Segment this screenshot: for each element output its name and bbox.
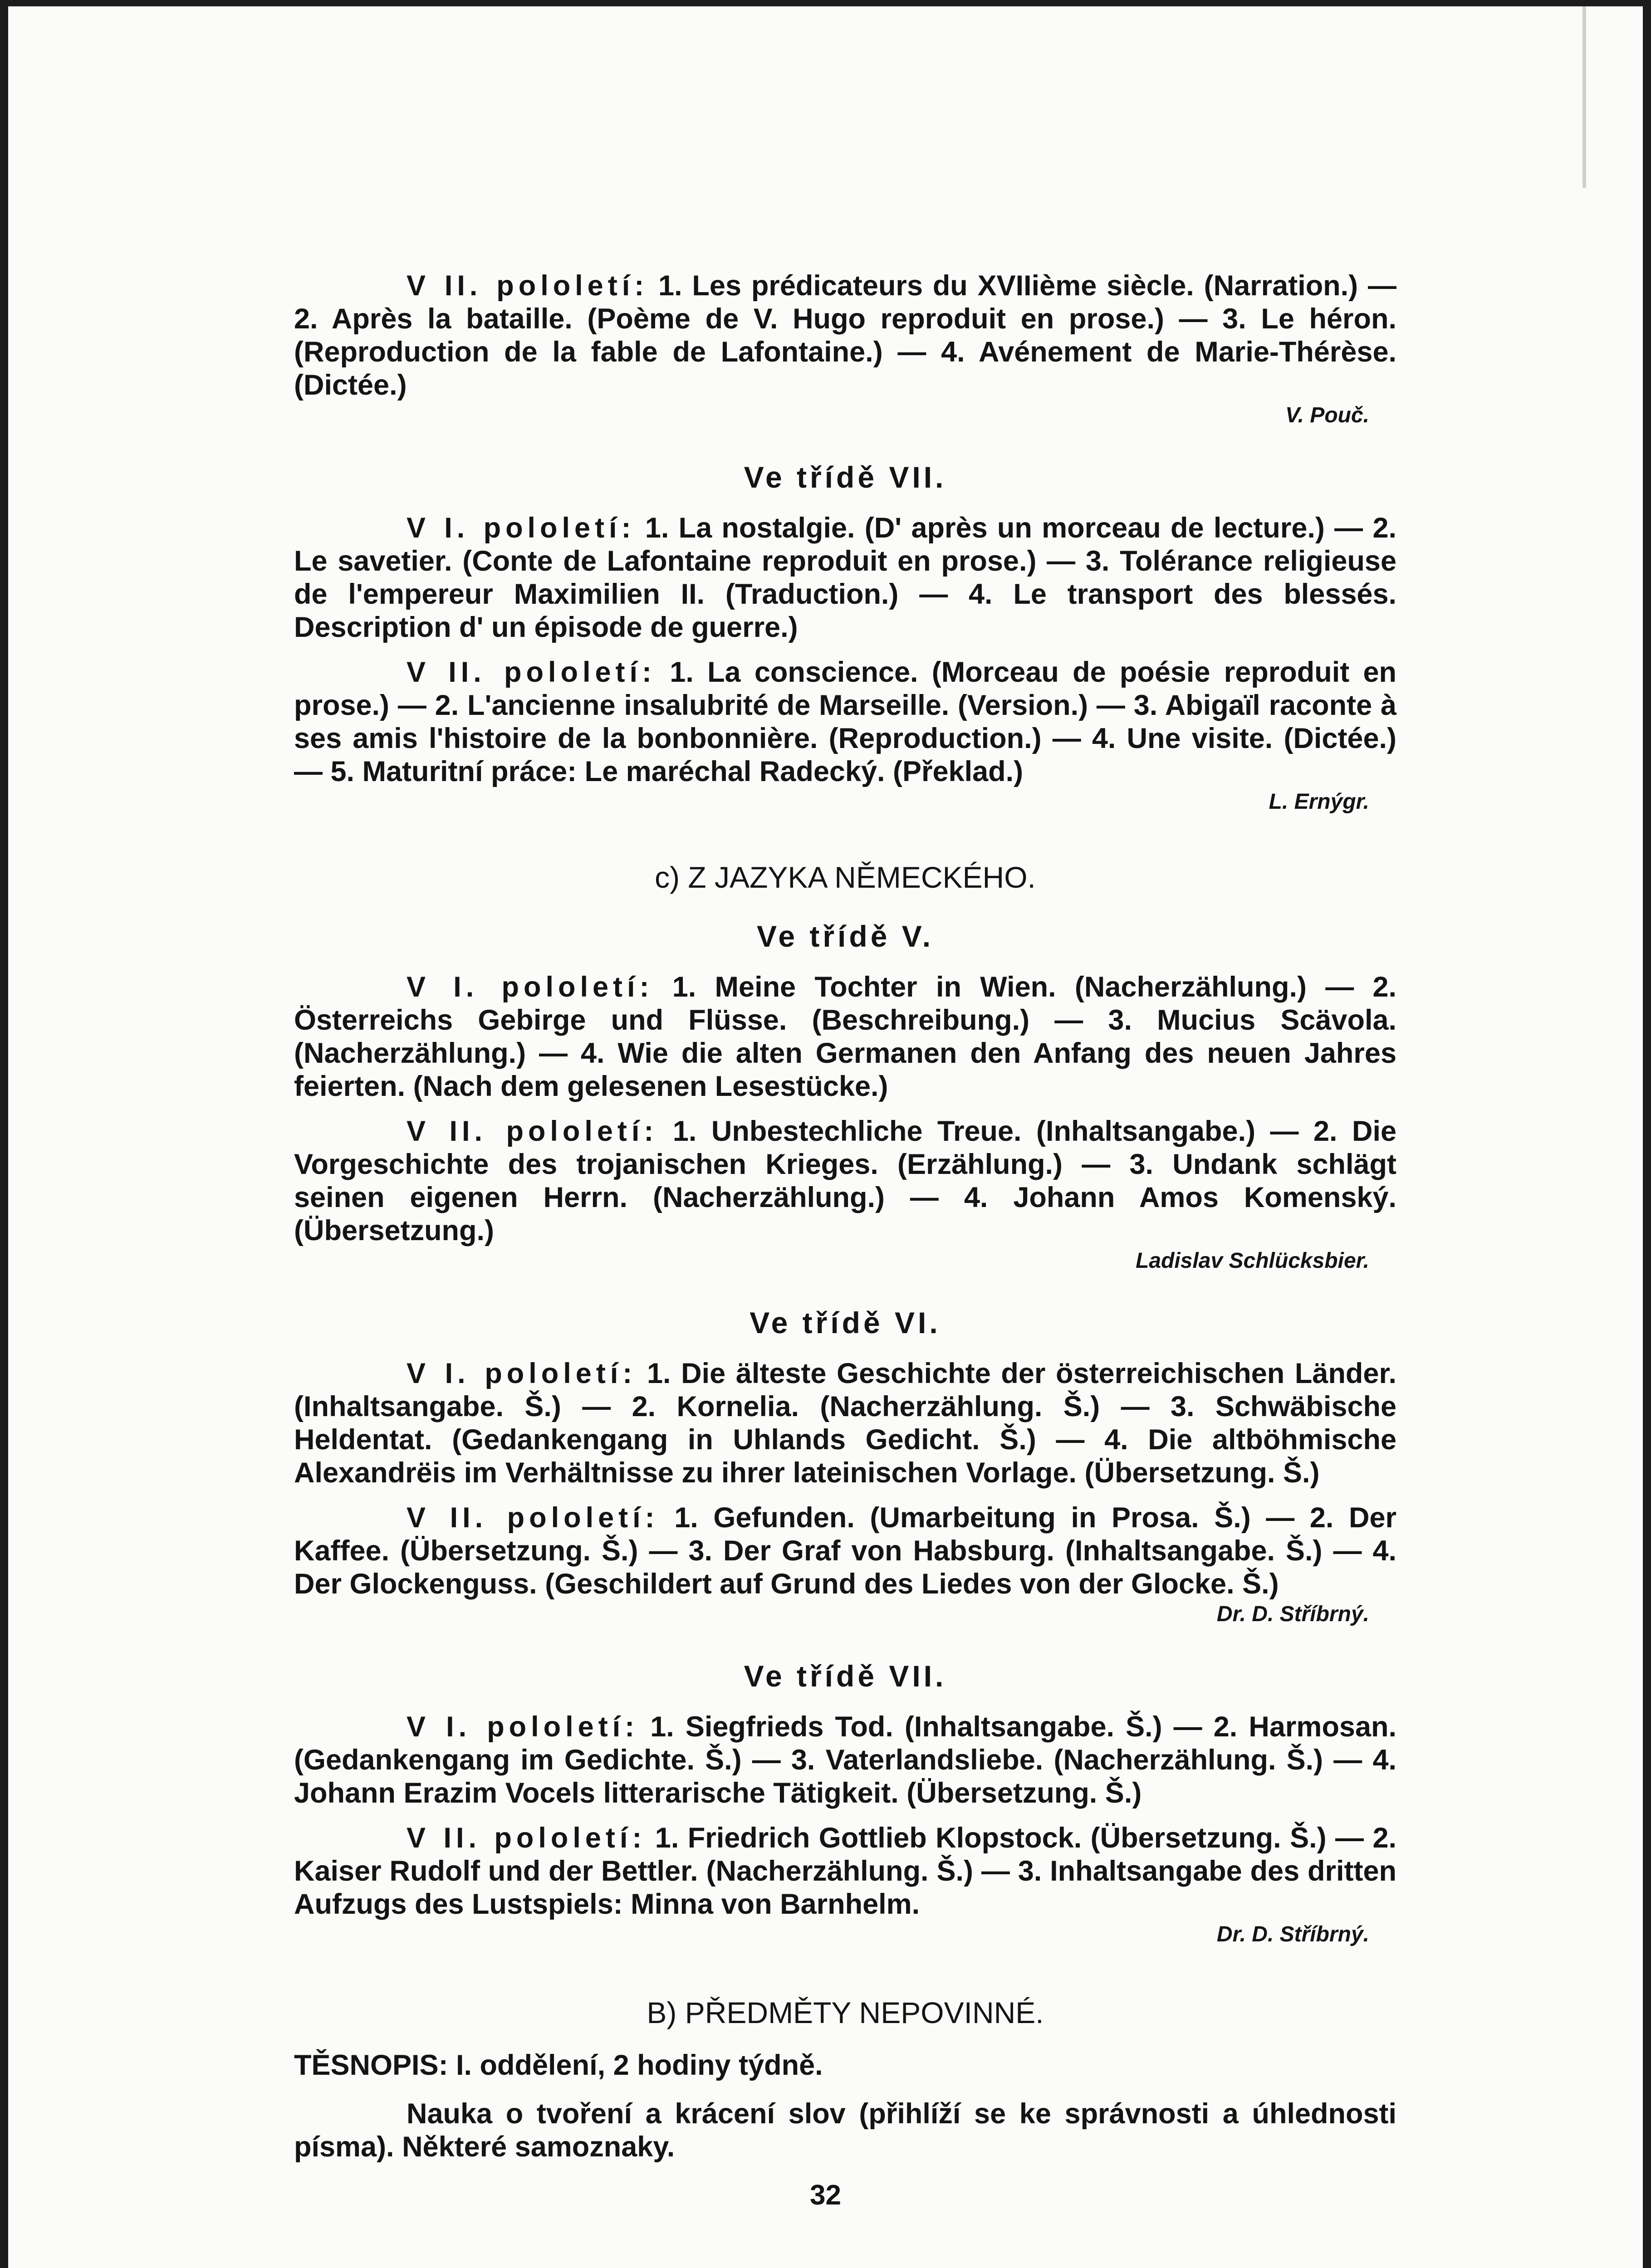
teacher-signature: L. Ernýgr. [1269,790,1369,814]
semester-paragraph [294,971,1396,1103]
paragraph-gap [294,1948,1396,1960]
semester-label: V I. pololetí: [407,1711,639,1743]
assignment-list: 1. La conscience. (Morceau de poésie reproduit en prose.) — 2. L'ancienne insalubrité de Marseille. (Version.) — 3. Abigaïl raconte à ses amis l'histoire de la bonbonnière. (Reproduction.) — 4. Une visite. (Dictée.) — 5. Maturitní práce: Le maréchal Radecký. (Překlad.) [294,656,1396,787]
assignment-list: 1. Unbestechliche Treue. (Inhaltsangabe.) — 2. Die Vorgeschichte des trojanischen Krieges. (Erzählung.) — 3. Undank schlägt seinen eigenen Herrn. (Nacherzählung.) — 4. Johann Amos Komenský. (Übersetzung.) [294,1115,1396,1246]
optional-subjects-heading: B) PŘEDMĚTY NEPOVINNÉ. [647,1996,1044,2029]
class-heading: Ve třídě V. [756,919,934,953]
semester-paragraph [294,269,1396,429]
semester-label: V I. pololetí: [407,971,654,1003]
class-heading: Ve třídě VI. [750,1306,941,1339]
teacher-signature: V. Pouč. [1285,403,1369,427]
language-heading: c) Z JAZYKA NĚMECKÉHO. [655,860,1036,894]
assignment-list: 1. Meine Tochter in Wien. (Nacherzählung.) — 2. Österreichs Gebirge und Flüsse. (Beschreibung.) — 3. Mucius Scävola. (Nacherzählung.) — 4. Wie die alten Germanen den Anfang des neuen Jahres feierten. (Nach dem gelesenen Lesestücke.) [294,971,1396,1102]
semester-label: V II. pololetí: [407,270,649,302]
assignment-list: 1. Gefunden. (Umarbeitung in Prosa. Š.) — 2. Der Kaffee. (Übersetzung. Š.) — 3. Der Graf von Habsburg. (Inhaltsangabe. Š.) — 4. Der Glockenguss. (Geschildert auf Grund des Liedes von der Glocke. Š.) [294,1502,1397,1600]
paragraph-gap [294,1103,1396,1115]
class-heading: Ve třídě VII. [744,460,947,494]
semester-label: V II. pololetí: [407,1822,647,1854]
paragraph-gap [294,644,1396,656]
assignment-list: 1. Les prédicateurs du XVIIième siècle. (Narration.) — 2. Après la bataille. (Poème de V. Hugo reproduit en prose.) — 3. Le héron. (Reproduction de la fable de Lafontaine.) — 4. Avénement de Marie-Thérèse. (Dictée.) [294,270,1396,401]
semester-paragraph [294,1711,1396,1810]
class-heading: Ve třídě VII. [744,1659,947,1693]
scan-edge [1582,6,1586,188]
paragraph-gap [294,1628,1396,1640]
semester-paragraph [294,1357,1396,1490]
teacher-signature: Dr. D. Stříbrný. [1216,1602,1369,1626]
teacher-signature: Dr. D. Stříbrný. [1216,1922,1369,1946]
assignment-list: 1. Friedrich Gottlieb Klopstock. (Übersetzung. Š.) — 2. Kaiser Rudolf und der Bettler. (Nacherzählung. Š.) — 3. Inhaltsangabe des dritten Aufzugs des Lustspiels: Minna von Barnhelm. [294,1822,1396,1920]
semester-paragraph [294,1115,1396,1275]
paragraph-gap [294,1275,1396,1286]
assignment-list: 1. Siegfrieds Tod. (Inhaltsangabe. Š.) — 2. Harmosan. (Gedankengang im Gedichte. Š.) — 3. Vaterlandsliebe. (Nacherzählung. Š.) — 4. Johann Erazim Vocels litterarische Tätigkeit. (Übersetzung. Š.) [294,1711,1396,1809]
semester-label: V I. pololetí: [407,512,636,544]
semester-label: V II. pololetí: [407,1115,658,1147]
shorthand-description: Nauka o tvoření a krácení slov (přihlíží se ke správnosti a úhlednosti písma). Některé samoznaky. [294,2098,1396,2163]
paragraph-gap [294,1490,1396,1501]
paragraph-gap [294,1810,1396,1822]
page-number: 32 [810,2180,841,2211]
assignment-list: 1. La nostalgie. (D' après un morceau de lecture.) — 2. Le savetier. (Conte de Lafontaine reproduit en prose.) — 3. Tolérance religieuse de l'empereur Maximilien II. (Traduction.) — 4. Le transport des blessés. Description d' un épisode de guerre.) [294,512,1396,643]
semester-paragraph [294,656,1396,816]
semester-paragraph [294,1822,1396,1948]
teacher-signature: Ladislav Schlücksbier. [1136,1249,1369,1273]
assignment-list: 1. Die älteste Geschichte der österreichischen Länder. (Inhaltsangabe. Š.) — 2. Kornelia. (Nacherzählung. Š.) — 3. Schwäbische Heldentat. (Gedankengang in Uhlands Gedicht. Š.) — 4. Die altböhmische Alexandrëis im Verhältnisse zu ihrer lateinischen Vorlage. (Übersetzung. Š.) [294,1358,1396,1489]
semester-paragraph [294,1501,1396,1628]
semester-paragraph [294,512,1396,644]
semester-label: V II. pololetí: [407,1502,659,1534]
semester-label: V II. pololetí: [407,656,656,688]
shorthand-line: TĚSNOPIS: I. oddělení, 2 hodiny týdně. [294,2049,823,2081]
paragraph-gap [294,429,1396,441]
semester-label: V I. pololetí: [407,1358,637,1389]
document-page [8,6,1643,2268]
paragraph-gap [294,816,1396,827]
report-text [294,269,1396,2164]
